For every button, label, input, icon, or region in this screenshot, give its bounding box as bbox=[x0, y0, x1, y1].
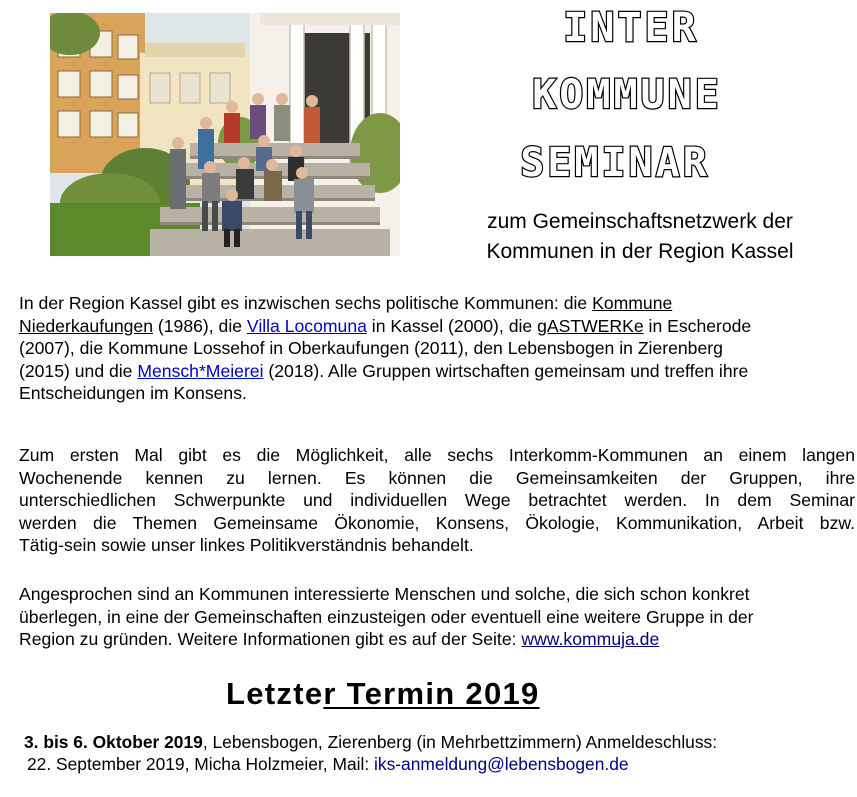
title-line-1: INTER bbox=[563, 5, 699, 51]
registration-email[interactable]: iks-anmeldung@lebensbogen.de bbox=[374, 754, 629, 774]
termin-date: 3. bis 6. Oktober 2019 bbox=[24, 732, 203, 752]
termin-heading-a: Letzte bbox=[226, 676, 324, 711]
seminar-line-1: Zum ersten Mal gibt es die Möglichkeit, alle sechs Interkomm-Kommunen an einem langen bbox=[19, 445, 855, 465]
audience-line-1: Angesprochen sind an Kommunen interessierte Menschen und solche, die sich schon konkret bbox=[19, 584, 750, 604]
title-line-3: SEMINAR bbox=[520, 140, 710, 186]
gastwerke-link[interactable]: gASTWERKe bbox=[537, 315, 644, 336]
group-photo bbox=[50, 13, 400, 256]
seminar-line-4: werden die Themen Gemeinsame Ökonomie, Konsens, Ökologie, Kommunikation, Arbeit bzw. bbox=[19, 512, 855, 533]
title-line-2: KOMMUNE bbox=[532, 72, 722, 118]
villa-locomuna-link[interactable]: Villa Locomuna bbox=[246, 315, 367, 336]
mensch-meierei-link[interactable]: Mensch*Meierei bbox=[137, 360, 264, 381]
intro-text: in Escherode bbox=[643, 315, 752, 336]
kommuja-website-link[interactable]: www.kommuja.de bbox=[521, 629, 660, 649]
audience-text: Region zu gründen. Weitere Informationen gibt es auf der Seite: bbox=[19, 629, 522, 649]
termin-heading-b: r Termin 2019 bbox=[323, 676, 540, 711]
subtitle-line-2: Kommunen in der Region Kassel bbox=[486, 240, 794, 263]
intro-text: (1986), die bbox=[153, 315, 247, 336]
seminar-line-2: Wochenende kennen zu lernen. Es können die Gemeinsamkeiten der Gruppen, ihre bbox=[19, 467, 855, 488]
intro-paragraph bbox=[19, 292, 855, 405]
intro-text: In der Region Kassel gibt es inzwischen sechs politische Kommunen: die bbox=[19, 293, 593, 313]
audience-line-3 bbox=[19, 628, 855, 651]
audience-paragraph bbox=[19, 583, 855, 651]
intro-text: in Kassel (2000), die bbox=[366, 315, 538, 336]
subtitle bbox=[440, 207, 840, 267]
seminar-line-3: unterschiedlichen Schwerpunkte und individuellen Wege betrachtet werden. In dem Seminar bbox=[19, 490, 855, 510]
kommune-niederkaufungen-link-cont[interactable]: Niederkaufungen bbox=[19, 315, 154, 336]
intro-text: (2015) und die bbox=[19, 360, 138, 381]
subtitle-line-1: zum Gemeinschaftsnetzwerk der bbox=[487, 210, 793, 233]
seminar-line-5: Tätig-sein sowie unser linkes Politikverständnis behandelt. bbox=[19, 535, 474, 555]
intro-line-5: Entscheidungen im Konsens. bbox=[19, 383, 247, 403]
seminar-title bbox=[430, 5, 830, 186]
termin-heading bbox=[226, 676, 540, 712]
intro-text: (2018). Alle Gruppen wirtschaften gemeinsam und treffen ihre bbox=[263, 360, 749, 381]
kommune-niederkaufungen-link[interactable]: Kommune bbox=[592, 293, 673, 313]
seminar-paragraph bbox=[19, 444, 855, 557]
audience-line-2: überlegen, in eine der Gemeinschaften einzusteigen oder eventuell eine weitere Gruppe in der bbox=[19, 606, 754, 627]
termin-contact-line bbox=[27, 753, 629, 775]
termin-location: , Lebensbogen, Zierenberg (in Mehrbettzimmern) Anmeldeschluss: bbox=[202, 732, 718, 752]
intro-line-3: (2007), die Kommune Lossehof in Oberkaufungen (2011), den Lebensbogen in Zierenberg bbox=[19, 338, 723, 358]
termin-deadline-contact: 22. September 2019, Micha Holzmeier, Mail: bbox=[27, 754, 375, 774]
intro-line-2 bbox=[19, 315, 855, 338]
intro-line-4 bbox=[19, 360, 855, 383]
intro-line-1 bbox=[19, 292, 855, 315]
termin-date-line bbox=[24, 731, 717, 753]
